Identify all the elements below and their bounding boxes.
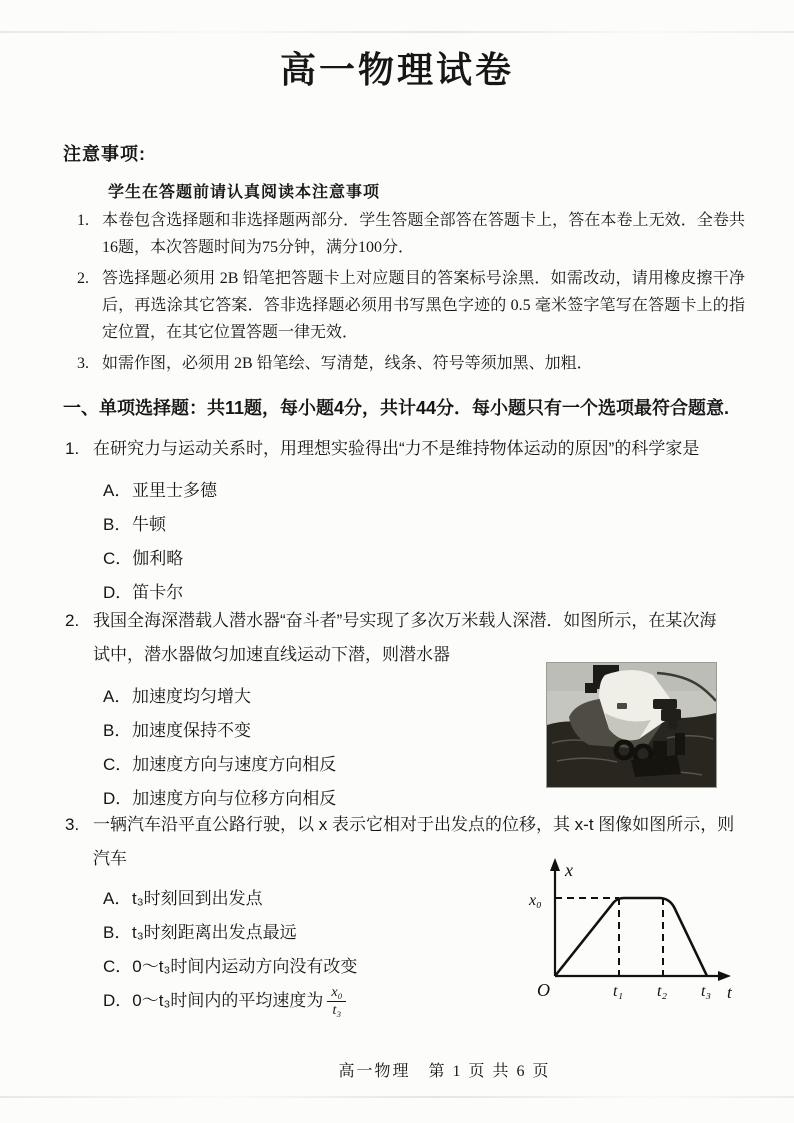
note-item-2 <box>63 265 745 346</box>
y-tick-x0: x₀ <box>529 892 542 909</box>
note-text: 如需作图，必须用 2B 铅笔绘、写清楚，线条、符号等须加黑、加粗． <box>102 355 593 372</box>
option-d: D．0～t₃时间内的平均速度为 $\frac{\text{x₀}}{\text{t₃}}$ <box>103 984 543 1018</box>
tick-t1: t₁ <box>613 983 624 1000</box>
option-a: A．加速度均匀增大 <box>103 687 251 706</box>
option-b: B．加速度保持不变 <box>103 721 251 740</box>
note-text: 答选择题必须用 2B 铅笔把答题卡上对应题目的答案标号涂黑．如需改动，请用橡皮擦干净后，再选涂其它答案．答非选择题必须用书写黑色字迹的 0.5 毫米签字笔写在答题卡上的指定位置，在其它位置答题一律无效． <box>102 270 745 341</box>
option-b: B．t₃时刻距离出发点最远 <box>103 923 297 942</box>
notes-preface: 学生在答题前请认真阅读本注意事项 <box>108 184 381 201</box>
y-axis-arrow <box>550 858 560 871</box>
question-1 <box>63 432 755 610</box>
note-item-3 <box>63 350 745 377</box>
tick-t2: t₂ <box>657 983 668 1000</box>
scan-artifact-top <box>0 31 794 33</box>
fraction-x0-over-t3: $\frac{\text{x₀}}{\text{t₃}}$ <box>327 985 346 1018</box>
note-number: 3. <box>77 355 89 372</box>
page-title: 高一物理试卷 <box>279 49 514 90</box>
question-number: 3. <box>65 815 80 834</box>
notes-heading: 注意事项: <box>63 144 146 164</box>
x-axis-label: t <box>727 983 732 1002</box>
question-3-stem: 3. 一辆汽车沿平直公路行驶，以 x 表示它相对于出发点的位移，其 x-t 图像如图所示，则汽车 <box>63 808 763 876</box>
note-number: 2. <box>77 270 89 287</box>
submersible-photo <box>546 662 717 788</box>
question-number: 1. <box>65 439 80 458</box>
option-c: C．0～t₃时间内运动方向没有改变 <box>103 957 358 976</box>
note-text: 本卷包含选择题和非选择题两部分．学生答题全部答在答题卡上，答在本卷上无效．全卷共16题，本次答题时间为75分钟，满分100分． <box>102 212 745 256</box>
question-1-options <box>103 474 755 610</box>
option-a: A．t₃时刻回到出发点 <box>103 889 263 908</box>
option-d: D．加速度方向与位移方向相反 <box>103 789 337 808</box>
scan-artifact-bottom <box>0 1096 794 1098</box>
notes-list <box>63 207 745 381</box>
tick-t3: t₃ <box>701 983 712 1000</box>
option-c: C．伽利略 <box>103 549 184 568</box>
xt-graph <box>521 854 743 1014</box>
question-1-stem: 1. 在研究力与运动关系时，用理想实验得出“力不是维持物体运动的原因”的科学家是 <box>63 432 755 466</box>
section-heading-single-choice: 一、单项选择题：共11题，每小题4分，共计44分．每小题只有一个选项最符合题意. <box>63 398 730 418</box>
origin-label: O <box>537 980 550 1000</box>
option-c: C．加速度方向与速度方向相反 <box>103 755 337 774</box>
question-3-options <box>103 882 543 1018</box>
xt-curve <box>555 898 707 976</box>
note-number: 1. <box>77 212 89 229</box>
y-axis-label: x <box>565 860 573 880</box>
question-number: 2. <box>65 611 80 630</box>
page-footer: 高一物理 第 1 页 共 6 页 <box>338 1063 551 1080</box>
option-a: A．亚里士多德 <box>103 481 217 500</box>
option-d: D．笛卡尔 <box>103 583 184 602</box>
option-b: B．牛顿 <box>103 515 166 534</box>
x-axis-arrow <box>718 971 731 981</box>
note-item-1 <box>63 207 745 261</box>
question-2-options <box>103 680 543 816</box>
question-2-stem: 2. 我国全海深潜载人潜水器“奋斗者”号实现了多次万米载人深潜．如图所示，在某次海试中，潜水器做匀加速直线运动下潜，则潜水器 <box>63 604 763 672</box>
